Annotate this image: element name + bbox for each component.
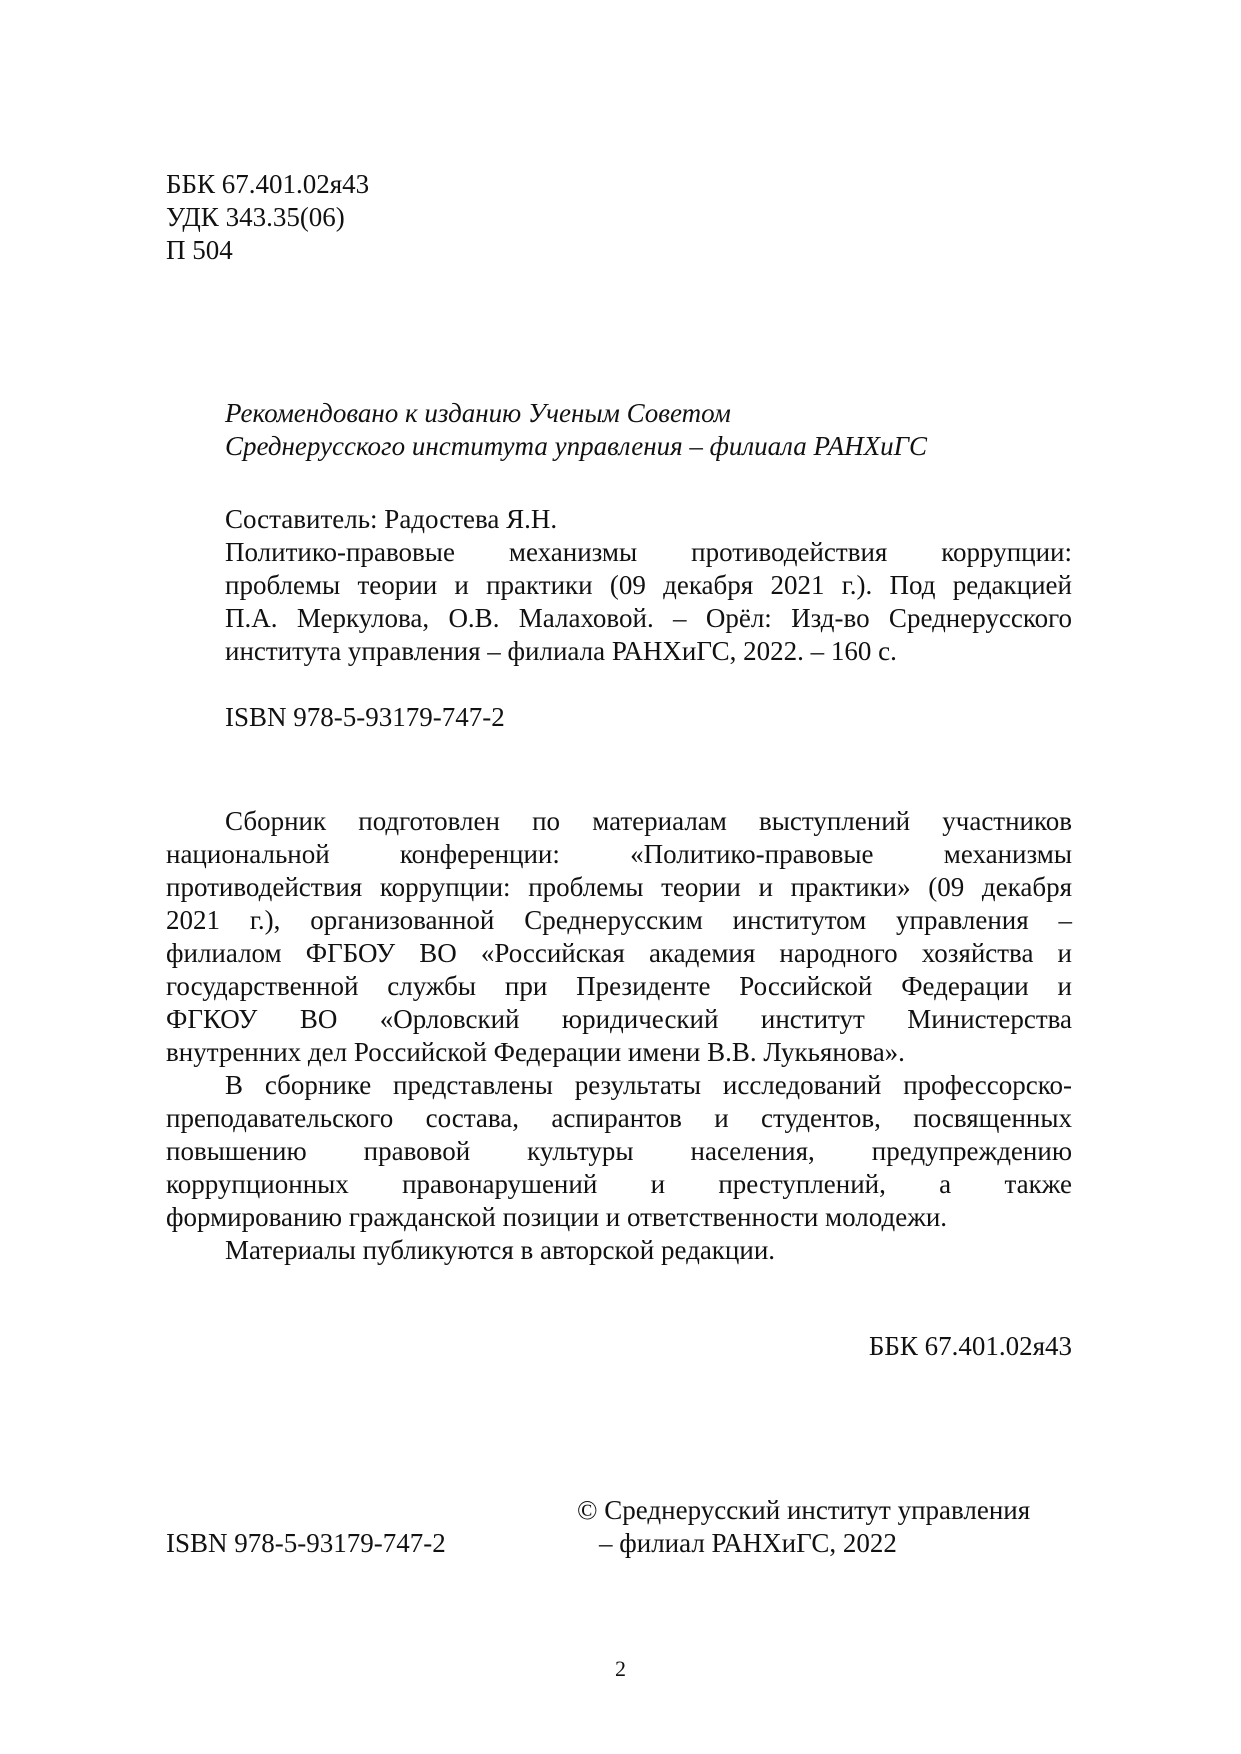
annotation-line: преподавательского состава, аспирантов и студентов, посвященных: [166, 1103, 1072, 1133]
annotation-line: внутренних дел Российской Федерации имени В.В. Лукьянова».: [166, 1037, 905, 1067]
isbn-number: ISBN 978-5-93179-747-2: [225, 702, 505, 732]
recommendation-line-2: Среднерусского института управления – филиала РАНХиГС: [225, 431, 927, 461]
recommendation-line-1: Рекомендовано к изданию Ученым Советом: [225, 398, 731, 428]
bbk-code: ББК 67.401.02я43: [868, 1331, 1072, 1361]
annotation-line: повышению правовой культуры населения, предупреждению: [166, 1136, 1072, 1166]
author-mark: П 504: [166, 235, 233, 265]
annotation: [166, 805, 1072, 1267]
description-line: П.А. Меркулова, О.В. Малаховой. – Орёл: Изд-во Среднерусского: [225, 603, 1072, 633]
annotation-line: противодействия коррупции: проблемы теории и практики» (09 декабря: [166, 872, 1072, 902]
annotation-line: государственной службы при Президенте Российской Федерации и: [166, 971, 1072, 1001]
annotation-line: национальной конференции: «Политико-правовые механизмы: [166, 839, 1072, 869]
annotation-line: ФГКОУ ВО «Орловский юридический институт Министерства: [166, 1004, 1072, 1034]
annotation-note: Материалы публикуются в авторской редакции.: [225, 1235, 776, 1265]
annotation-line: Сборник подготовлен по материалам выступлений участников: [225, 806, 1072, 836]
annotation-line: коррупционных правонарушений и преступлений, а также: [166, 1169, 1072, 1199]
copyright-line-2: – филиал РАНХиГС, 2022: [599, 1528, 897, 1558]
isbn-top: [225, 701, 725, 734]
isbn-number: ISBN 978-5-93179-747-2: [166, 1528, 446, 1558]
bbk-bottom: [166, 1330, 1072, 1363]
bibliographic-description: [225, 503, 1072, 668]
page-number: [0, 1652, 1241, 1685]
annotation-line: 2021 г.), организованной Среднерусским институтом управления –: [166, 905, 1072, 935]
annotation-line: филиалом ФГБОУ ВО «Российская академия народного хозяйства и: [166, 938, 1072, 968]
compiler-label: Составитель: Радостева Я.Н.: [225, 504, 558, 534]
udk-code: УДК 343.35(06): [166, 202, 345, 232]
description-line: проблемы теории и практики (09 декабря 2021 г.). Под редакцией: [225, 570, 1072, 600]
description-line: института управления – филиала РАНХиГС, 2022. – 160 с.: [225, 636, 897, 666]
classification-block: [166, 168, 566, 267]
bbk-code: ББК 67.401.02я43: [166, 169, 370, 199]
description-line: Политико-правовые механизмы противодействия коррупции:: [225, 537, 1072, 567]
annotation-line: В сборнике представлены результаты исследований профессорско-: [225, 1070, 1072, 1100]
page-number-value: 2: [615, 1656, 626, 1681]
isbn-bottom: [166, 1527, 586, 1560]
annotation-line: формированию гражданской позиции и ответственности молодежи.: [166, 1202, 948, 1232]
recommendation-note: [225, 397, 1025, 463]
copyright-notice: [577, 1494, 1097, 1560]
copyright-line-1: © Среднерусский институт управления: [577, 1495, 1031, 1525]
